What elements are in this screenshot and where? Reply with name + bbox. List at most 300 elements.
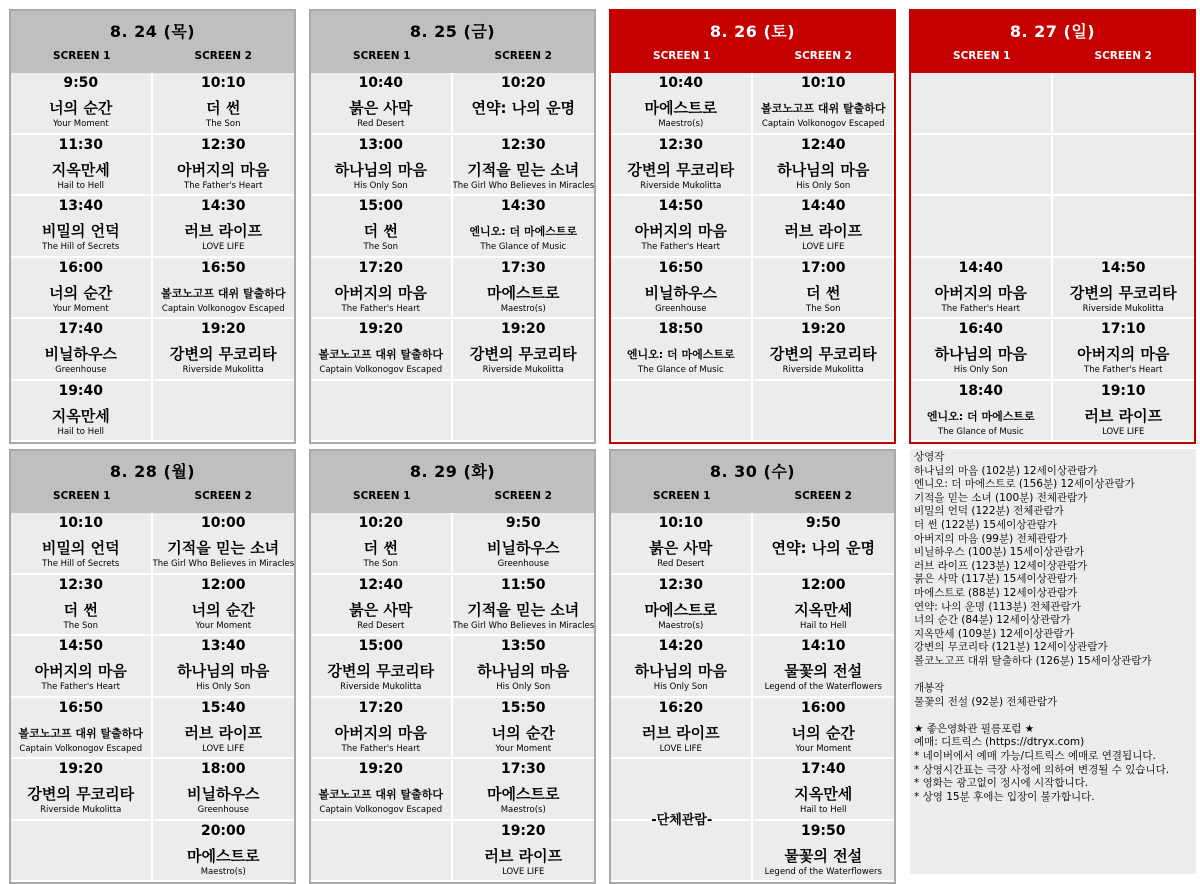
showtime-cell [153,698,295,760]
showtime-cell [611,319,753,381]
showtime-cell [753,258,895,320]
showtime-cell [1053,135,1195,197]
movie-title-ko: 지옥만세 [794,600,853,619]
now-showing-item: 비밀의 언덕 (122분) 전체관람가 [914,505,1064,518]
showtime-cell [753,575,895,637]
screen-label: SCREEN 2 [494,490,552,502]
show-time: 14:40 [800,198,846,214]
info-note: * 상영 15분 후에는 입장이 불가합니다. [914,790,1095,803]
movie-title-en: Hail to Hell [799,620,847,631]
movie-title-ko: 마에스트로 [644,600,717,619]
movie-title-ko: 하나님의 마음 [177,662,270,680]
info-note: 예매: 디트릭스 (https://dtryx.com) [914,736,1085,749]
showtime-cell [153,381,295,443]
movie-title-en: Riverside Mukolitta [40,805,122,815]
movie-title-en: The Father's Heart [341,743,420,754]
now-showing-item: 비닐하우스 (100분) 15세이상관람가 [914,546,1084,559]
show-time: 17:20 [358,259,404,276]
showtime-cell [453,381,595,443]
show-time: 10:20 [358,515,404,531]
showtime-cell [11,196,153,258]
showtime-grid [611,73,894,442]
movie-title-en: Riverside Mukolitta [182,365,264,375]
movie-title-en: Your Moment [52,303,109,314]
movie-title-ko: 비닐하우스 [187,785,260,803]
show-time: 12:00 [800,576,846,593]
showtime-grid [11,513,294,882]
movie-title-en: LOVE LIFE [202,743,245,754]
movie-title-en: Hail to Hell [57,426,105,437]
info-note: * 네이버에서 예매 가능/디트릭스 예매로 연결됩니다. [914,750,1156,763]
notes-list [914,723,1192,805]
movie-title-ko: 엔니오: 더 마에스트로 [626,348,735,361]
movie-title-en: Riverside Mukolitta [782,365,864,375]
screen-labels [11,490,294,502]
show-time: 12:30 [658,576,704,593]
showtime-cell [453,135,595,197]
movie-title-ko: 붉은 사막 [649,539,713,557]
day-header [11,451,294,513]
movie-title-ko: 러브 라이프 [184,222,263,240]
now-showing-item: 강변의 무코리타 (121분) 12세이상관람가 [914,641,1108,654]
movie-title-en: His Only Son [796,180,851,191]
showtime-cell [11,381,153,443]
movie-title-ko: 볼코노고프 대위 탈출하다 [318,788,444,801]
show-time: 18:40 [958,382,1004,399]
movie-title-ko: 너의 순간 [491,723,555,742]
movie-title-ko: 기적을 믿는 소녀 [467,160,580,179]
movie-title-ko: 강변의 무코리타 [469,345,577,363]
show-time: 17:40 [58,321,104,337]
showtime-cell [153,575,295,637]
show-time: 14:50 [58,638,104,654]
showtime-cell [753,319,895,381]
movie-title-ko: 볼코노고프 대위 탈출하다 [760,102,886,115]
day-header [311,11,594,73]
movie-title-en: The Hill of Secrets [42,559,120,569]
info-note: * 영화는 광고없이 정시에 시작합니다. [914,777,1089,790]
movie-title-en: The Girl Who Believes in Miracles [452,180,594,191]
movie-title-en: Legend of the Waterflowers [764,866,882,877]
screen-label: SCREEN 1 [53,490,111,502]
showtime-cell [611,821,753,883]
showtime-cell [453,759,595,821]
showtime-cell [453,821,595,883]
show-time: 19:20 [358,321,404,337]
day-panel [609,449,896,884]
screen-label: SCREEN 1 [653,50,711,62]
show-time: 19:20 [358,761,404,777]
movie-title-ko: 엔니오: 더 마에스트로 [469,225,578,238]
show-time: 19:10 [1100,382,1146,399]
showtime-cell [911,73,1053,135]
movie-title-en: Your Moment [52,119,109,129]
movie-title-ko: 너의 순간 [791,723,855,742]
showtime-cell [11,575,153,637]
screen-labels [611,490,894,502]
showtime-cell [611,258,753,320]
show-time: 10:20 [500,75,546,91]
screen-labels [11,50,294,62]
movie-title-ko: 아버지의 마음 [334,283,427,302]
show-time: 13:40 [58,198,104,214]
movie-title-ko: 비닐하우스 [644,283,717,302]
movie-title-ko: 마에스트로 [487,283,560,302]
movie-title-en: Riverside Mukolitta [1082,303,1164,314]
movie-title-ko: 하나님의 마음 [934,345,1027,363]
show-time: 10:00 [200,515,246,531]
showtime-cell [11,319,153,381]
show-time: 15:00 [358,638,404,654]
movie-title-ko: 더 썬 [806,283,841,302]
movie-title-en: The Father's Heart [1084,365,1163,375]
show-time: 12:40 [358,576,404,593]
showtime-cell [753,513,895,575]
showtime-cell [311,821,453,883]
movie-title-en: The Father's Heart [41,682,120,692]
now-showing-item: 볼코노고프 대위 탈출하다 (126분) 15세이상관람가 [914,654,1152,667]
showtime-cell [911,258,1053,320]
day-panel [309,9,596,444]
day-header [911,11,1194,73]
showtime-cell [11,636,153,698]
movie-title-en: Captain Volkonogov Escaped [19,743,143,754]
showtime-cell [153,135,295,197]
movie-title-ko: 비밀의 언덕 [41,539,120,557]
showtime-cell [453,73,595,135]
movie-title-ko: 아버지의 마음 [177,160,270,179]
show-time: 9:50 [805,515,841,531]
showtime-grid [911,73,1194,442]
screen-label: SCREEN 2 [1094,50,1152,62]
show-time: 14:50 [1100,259,1146,276]
showtime-cell [453,513,595,575]
day-panel [609,9,896,444]
show-time: 19:20 [500,321,546,337]
movie-title-en: Captain Volkonogov Escaped [161,303,285,314]
show-time: 15:00 [358,198,404,214]
movie-title-ko: 볼코노고프 대위 탈출하다 [18,726,144,740]
showtime-cell [153,258,295,320]
showtime-cell [1053,381,1195,443]
movie-title-en: The Father's Heart [341,303,420,314]
movie-title-ko: 아버지의 마음 [934,283,1027,302]
showtime-cell [611,196,753,258]
showtime-cell [311,636,453,698]
day-title: 8. 28 (월) [109,462,196,481]
showtime-cell [11,821,153,883]
movie-title-en: Riverside Mukolitta [640,180,722,191]
show-time: 19:50 [800,822,846,839]
show-time: 9:50 [505,515,541,531]
show-time: 15:40 [200,699,246,716]
screen-label: SCREEN 2 [494,50,552,62]
movie-title-ko: 비밀의 언덕 [41,222,120,240]
showtime-cell [753,698,895,760]
showtime-cell [153,73,295,135]
show-time: 16:00 [58,259,104,276]
day-header [11,11,294,73]
day-title: 8. 29 (화) [409,462,496,481]
movie-title-en: Riverside Mukolitta [482,365,564,375]
show-time: 12:30 [58,576,104,593]
showtime-cell [311,258,453,320]
screen-label: SCREEN 1 [353,50,411,62]
show-time: 11:50 [500,576,546,593]
screen-labels [311,50,594,62]
now-showing-item: 러브 라이프 (123분) 12세이상관람가 [914,559,1088,572]
screen-label: SCREEN 2 [194,50,252,62]
showtime-cell [311,196,453,258]
movie-title-en: LOVE LIFE [802,242,845,252]
showtime-cell [453,196,595,258]
showtime-cell [1053,319,1195,381]
showtime-cell [753,73,895,135]
movie-title-en: Maestro(s) [500,303,546,314]
show-time: 17:30 [500,259,546,276]
show-time: 16:50 [200,259,246,276]
showtime-cell [153,821,295,883]
showtime-cell [11,258,153,320]
showtime-cell [911,319,1053,381]
movie-title-ko: 더 썬 [363,222,398,240]
movie-title-ko: 러브 라이프 [484,846,563,865]
show-time: 17:10 [1100,321,1146,337]
showtime-cell [311,513,453,575]
movie-title-ko: 하나님의 마음 [477,662,570,680]
showtime-cell [311,575,453,637]
movie-title-en: Maestro(s) [658,620,704,631]
premiere-item: 물꽃의 전설 (92분) 전체관람가 [914,695,1058,708]
movie-title-en: His Only Son [196,682,251,692]
premiere-title: 개봉작 [914,682,945,695]
showtime-cell [453,575,595,637]
showtime-cell [611,135,753,197]
screen-labels [911,50,1194,62]
movie-title-en: Red Desert [657,559,705,569]
showtime-cell [153,513,295,575]
movie-title-en: The Glance of Music [637,365,724,375]
showtime-grid [311,513,594,882]
show-time: 10:10 [800,75,846,91]
showtime-cell [453,636,595,698]
movie-title-en: His Only Son [653,682,708,692]
show-time: 12:30 [200,136,246,153]
show-time: 14:50 [658,198,704,214]
showtime-cell [11,759,153,821]
showtime-cell [611,636,753,698]
day-title: 8. 26 (토) [709,22,796,41]
showtime-cell [453,698,595,760]
info-panel [910,449,1196,874]
showtime-cell [611,575,753,637]
movie-title-en: Captain Volkonogov Escaped [319,805,443,815]
showtime-cell [611,73,753,135]
show-time: 11:30 [58,136,104,153]
showtime-cell [453,258,595,320]
movie-title-en: The Son [363,559,398,569]
movie-title-ko: 마에스트로 [187,846,260,865]
day-title: 8. 25 (금) [409,22,496,41]
showtime-cell [1053,258,1195,320]
movie-title-en: The Son [206,119,241,129]
info-note: * 상영시간표는 극장 사정에 의하여 변경될 수 있습니다. [914,763,1170,776]
showtime-grid [311,73,594,442]
movie-title-ko: 너의 순간 [49,99,113,117]
show-time: 18:00 [200,761,246,777]
movie-title-ko: 마에스트로 [487,785,560,803]
showtime-cell [311,698,453,760]
show-time: 19:20 [500,822,546,839]
day-header [611,11,894,73]
day-panel [9,449,296,884]
premiere-list [914,696,1192,710]
showtime-cell [153,196,295,258]
now-showing-item: 기적을 믿는 소녀 (100분) 전체관람가 [914,491,1088,504]
movie-title-ko: 강변의 무코리타 [1069,283,1177,302]
movie-title-ko: 비닐하우스 [487,539,560,557]
info-note: ★ 좋은영화관 필름포럼 ★ [914,722,1035,735]
showtime-cell [311,759,453,821]
day-panel [909,9,1196,444]
screen-label: SCREEN 1 [53,50,111,62]
screen-label: SCREEN 1 [953,50,1011,62]
showtime-cell [911,135,1053,197]
movie-title-en: Riverside Mukolitta [340,682,422,692]
showtime-cell [753,759,895,821]
now-showing-item: 아버지의 마음 (99분) 전체관람가 [914,532,1068,545]
show-time: 13:40 [200,638,246,654]
screen-labels [611,50,894,62]
movie-title-ko: 강변의 무코리타 [327,662,435,680]
movie-title-en: Greenhouse [655,303,707,314]
showtime-cell [453,319,595,381]
screen-labels [311,490,594,502]
show-time: 10:10 [58,515,104,531]
day-title: 8. 30 (수) [709,462,796,481]
movie-title-ko: 더 썬 [63,600,98,619]
movie-title-ko: 러브 라이프 [641,723,720,742]
movie-title-ko: 붉은 사막 [349,99,413,117]
movie-title-ko: 하나님의 마음 [334,160,427,179]
movie-title-ko: 지옥만세 [51,406,110,425]
now-showing-list [914,465,1192,669]
show-time: 13:50 [500,638,546,654]
movie-title-en: The Hill of Secrets [42,242,120,252]
movie-title-en: Maestro(s) [658,119,704,129]
now-showing-item: 마에스트로 (88분) 12세이상관람가 [914,586,1078,599]
showtime-cell [1053,196,1195,258]
movie-title-ko: 강변의 무코리타 [27,785,135,803]
show-time: 14:30 [500,198,546,214]
day-title: 8. 27 (일) [1009,22,1096,41]
movie-title-ko: 강변의 무코리타 [627,160,735,179]
show-time: 14:40 [958,259,1004,276]
movie-title-en: Hail to Hell [799,805,847,815]
movie-title-en: Captain Volkonogov Escaped [761,119,885,129]
show-time: 17:20 [358,699,404,716]
day-title: 8. 24 (목) [109,22,196,41]
movie-title-en: LOVE LIFE [202,242,245,252]
movie-title-ko: 지옥만세 [794,785,853,803]
screen-label: SCREEN 2 [794,490,852,502]
show-time: 10:10 [658,515,704,531]
show-time: 15:50 [500,699,546,716]
movie-title-ko: 물꽃의 전설 [784,846,863,865]
day-header [611,451,894,513]
now-showing-item: 지옥만세 (109분) 12세이상관람가 [914,627,1074,640]
showtime-cell [311,73,453,135]
day-header [311,451,594,513]
movie-title-ko: 강변의 무코리타 [769,345,877,363]
movie-title-en: His Only Son [496,682,551,692]
show-time: 13:00 [358,136,404,153]
showtime-cell [11,513,153,575]
showtime-cell [911,381,1053,443]
movie-title-ko: 지옥만세 [51,160,110,179]
movie-title-en: Your Moment [495,743,552,754]
show-time: 14:10 [800,638,846,654]
movie-title-ko: 연약: 나의 운명 [771,539,875,557]
now-showing-item: 연약: 나의 운명 (113분) 전체관람가 [914,600,1081,613]
movie-title-ko: 연약: 나의 운명 [471,99,575,117]
showtime-grid [11,73,294,442]
movie-title-ko: 비닐하우스 [44,345,117,363]
show-time: 16:40 [958,321,1004,337]
show-time: 12:30 [658,136,704,153]
showtime-cell [153,636,295,698]
movie-title-ko: 기적을 믿는 소녀 [467,600,580,619]
movie-title-en: The Father's Heart [641,242,720,252]
show-time: 14:20 [658,638,704,654]
movie-title-ko: 기적을 믿는 소녀 [167,539,280,557]
show-time: 19:20 [58,761,104,777]
now-showing-item: 더 썬 (122분) 15세이상관람가 [914,518,1057,531]
movie-title-ko: 볼코노고프 대위 탈출하다 [318,348,444,361]
screen-label: SCREEN 2 [794,50,852,62]
movie-title-ko: 볼코노고프 대위 탈출하다 [160,286,286,300]
movie-title-ko: 엔니오: 더 마에스트로 [926,409,1035,423]
show-time: 10:40 [358,75,404,91]
show-time: 19:20 [800,321,846,337]
show-time: 16:50 [658,259,704,276]
movie-title-en: Maestro(s) [200,866,246,877]
movie-title-ko: 강변의 무코리타 [169,345,277,363]
movie-title-en: Red Desert [357,620,405,631]
showtime-cell [311,135,453,197]
showtime-cell [153,319,295,381]
showtime-cell [311,381,453,443]
show-time: 16:50 [58,699,104,716]
show-time: 19:40 [58,382,104,399]
movie-title-en: His Only Son [353,180,408,191]
showtime-cell [753,821,895,883]
movie-title-ko: 더 썬 [206,99,241,117]
movie-title-ko: 러브 라이프 [184,723,263,742]
show-time: 16:00 [800,699,846,716]
show-time: 19:20 [200,321,246,337]
movie-title-en: Greenhouse [197,805,249,815]
movie-title-ko: 러브 라이프 [1084,406,1163,425]
show-time: 12:00 [200,576,246,593]
show-time: 20:00 [200,822,246,839]
movie-title-ko: 하나님의 마음 [777,160,870,179]
movie-title-ko: 하나님의 마음 [634,662,727,680]
movie-title-en: The Son [363,242,398,252]
movie-title-ko: 마에스트로 [644,99,717,117]
showtime-cell [153,759,295,821]
screen-label: SCREEN 1 [653,490,711,502]
